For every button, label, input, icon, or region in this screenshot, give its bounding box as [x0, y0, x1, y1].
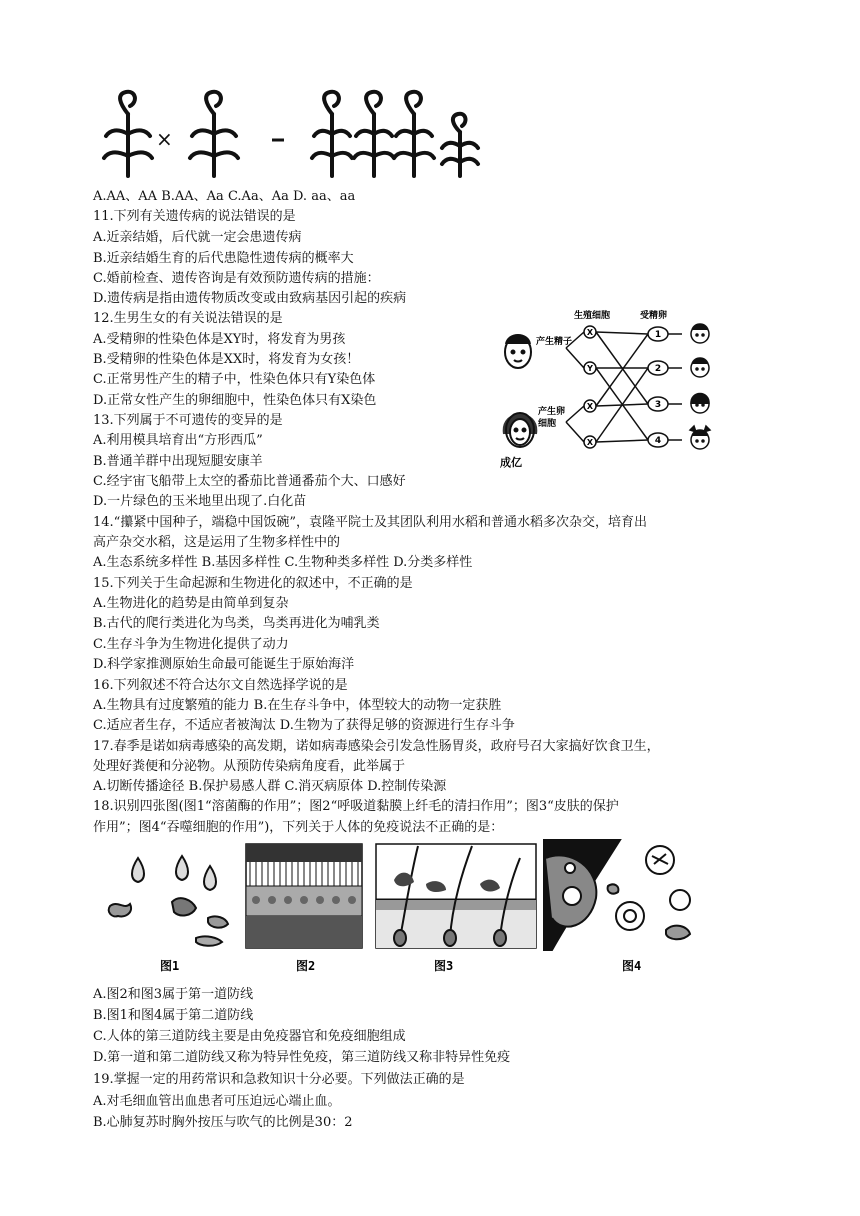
fig1-caption: 图1: [160, 959, 180, 973]
fig1-lysozyme: [109, 856, 228, 946]
q13-option-b: B.普通羊群中出现短腿安康羊: [93, 454, 263, 469]
q12-option-c: C.正常男性产生的精子中，性染色体只有Y染色体: [93, 372, 376, 387]
q13-stem: 13.下列属于不可遗传的变异的是: [93, 413, 283, 428]
plant-offspring-2: [354, 92, 394, 176]
q13-option-c: C.经宇宙飞船带上太空的番茄比普通番茄个大、口感好: [93, 474, 406, 489]
zygote-3: 3: [654, 400, 662, 410]
q12-option-d: D.正常女性产生的卵细胞中，性染色体只有X染色: [93, 393, 377, 408]
bottom-label: 成亿: [500, 456, 522, 469]
q12-option-a: A.受精卵的性染色体是XY时，将发育为男孩: [93, 332, 346, 347]
q16-stem: 16.下列叙述不符合达尔文自然选择学说的是: [93, 678, 348, 693]
fig4-caption: 图4: [622, 959, 642, 973]
fig3-skin: [376, 844, 536, 948]
q11-option-a: A.近亲结婚，后代就一定会患遗传病: [93, 230, 302, 245]
q16-options-cd: C.适应者生存，不适应者被淘汰 D.生物为了获得足够的资源进行生存斗争: [93, 718, 515, 733]
mother-label-2: 细胞: [538, 419, 557, 429]
q12-stem: 12.生男生女的有关说法错误的是: [93, 311, 283, 326]
q18-option-d: D.第一道和第二道防线又称为特异性免疫，第三道防线又称非特异性免疫: [93, 1050, 511, 1065]
fig3-caption: 图3: [434, 959, 454, 973]
plant-offspring-1: [312, 92, 352, 176]
father-label: 产生精子: [536, 337, 573, 347]
q19-option-b: B.心肺复苏时胸外按压与吹气的比例是30：2: [93, 1115, 353, 1130]
gamete-node-4: X: [586, 438, 594, 447]
q12-sex-determination-figure: [496, 304, 726, 470]
plant-parent-2: [190, 92, 238, 176]
q14-line-1: 14.“攥紧中国种子，端稳中国饭碗”，袁隆平院士及其团队利用水稻和普通水稻多次杂交，培育出: [93, 515, 647, 530]
fig2-cilia: [246, 844, 362, 948]
q14-options: A.生态系统多样性 B.基因多样性 C.生物种类多样性 D.分类多样性: [93, 555, 473, 570]
q15-option-c: C.生存斗争为生物进化提供了动力: [93, 637, 289, 652]
gamete-node-3: X: [586, 402, 594, 411]
zygote-1: 1: [654, 330, 662, 340]
q13-option-a: A.利用模具培育出“方形西瓜”: [93, 433, 263, 448]
zygote-2: 2: [654, 364, 662, 374]
q19-stem: 19.掌握一定的用药常识和急救知识十分必要。下列做法正确的是: [93, 1072, 465, 1087]
q19-option-a: A.对毛细血管出血患者可压迫远心端止血。: [93, 1094, 341, 1109]
header-zygote: 受精卵: [640, 311, 668, 321]
fig2-caption: 图2: [296, 959, 316, 973]
gamete-node-2: Y: [587, 364, 593, 373]
q17-line-2: 处理好粪便和分泌物。从预防传染病角度看，此举属于: [93, 759, 406, 774]
q13-option-d: D.一片绿色的玉米地里出现了.白化苗: [93, 494, 307, 509]
q18-option-c: C.人体的第三道防线主要是由免疫器官和免疫细胞组成: [93, 1029, 406, 1044]
q11-stem: 11.下列有关遗传病的说法错误的是: [93, 209, 296, 224]
q11-option-c: C.婚前检查、遗传咨询是有效预防遗传病的措施：: [93, 271, 380, 286]
mother-label-1: 产生卵: [538, 407, 566, 417]
q15-stem: 15.下列关于生命起源和生物进化的叙述中，不正确的是: [93, 576, 413, 591]
q18-line-2: 作用”；图4“吞噬细胞的作用”)，下列关于人体的免疫说法不正确的是：: [93, 820, 504, 835]
q10-plant-cross-figure: [96, 84, 496, 184]
q16-options-ab: A.生物具有过度繁殖的能力 B.在生存斗争中，体型较大的动物一定获胜: [93, 698, 502, 713]
q14-line-2: 高产杂交水稻，这是运用了生物多样性中的: [93, 535, 341, 550]
q15-option-a: A.生物进化的趋势是由简单到复杂: [93, 596, 289, 611]
fig4-phagocyte: [544, 840, 690, 950]
q15-option-b: B.古代的爬行类进化为鸟类，鸟类再进化为哺乳类: [93, 616, 380, 631]
q17-line-1: 17.春季是诺如病毒感染的高发期，诺如病毒感染会引发急性肠胃炎，政府号召大家搞好饮食卫生，: [93, 739, 660, 754]
q18-line-1: 18.识别四张图(图1“溶菌酶的作用”；图2“呼吸道黏膜上纤毛的清扫作用”；图3“皮肤的保护: [93, 799, 619, 814]
plant-offspring-short: [442, 114, 478, 176]
plant-parent-1: [104, 92, 152, 176]
q11-option-d: D.遗传病是指由遗传物质改变或由致病基因引起的疾病: [93, 291, 407, 306]
q18-option-b: B.图1和图4属于第二道防线: [93, 1008, 254, 1023]
zygote-4: 4: [654, 436, 662, 446]
gamete-node-1: X: [586, 328, 594, 337]
q15-option-d: D.科学家推测原始生命最可能诞生于原始海洋: [93, 657, 355, 672]
q17-options: A.切断传播途径 B.保护易感人群 C.消灭病原体 D.控制传染源: [93, 779, 447, 794]
svg-text:×: ×: [156, 127, 173, 151]
q11-option-b: B.近亲结婚生育的后代患隐性遗传病的概率大: [93, 251, 354, 266]
header-germ-cell: 生殖细胞: [574, 311, 611, 321]
q18-option-a: A.图2和图3属于第一道防线: [93, 987, 254, 1002]
q18-immune-figure: [100, 838, 704, 978]
plant-offspring-3: [394, 92, 434, 176]
q10-options: A.AA、AA B.AA、Aa C.Aa、Aa D. aa、aa: [93, 189, 356, 204]
q12-option-b: B.受精卵的性染色体是XX时，将发育为女孩！: [93, 352, 360, 367]
